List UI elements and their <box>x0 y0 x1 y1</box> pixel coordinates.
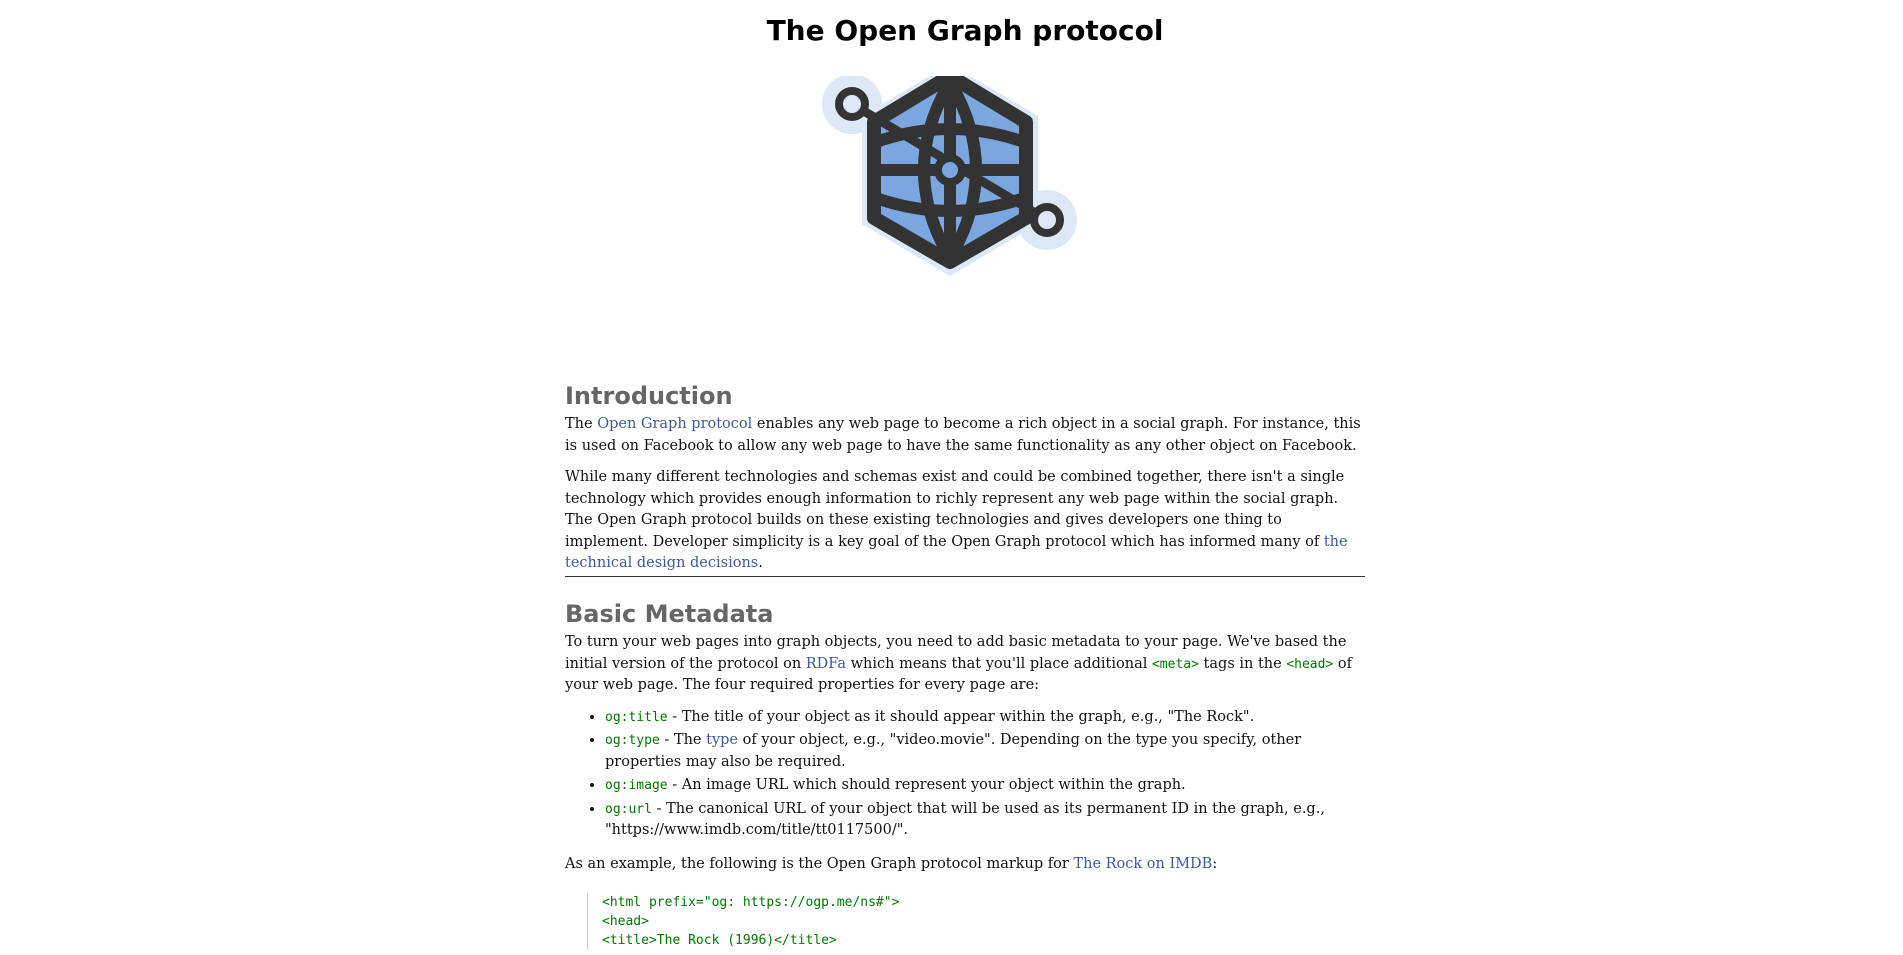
body-text: of your web page. The four required properties for every page are: <box>565 655 1352 693</box>
og-url-code: og:url <box>605 801 652 817</box>
og-image-code: og:image <box>605 778 668 793</box>
example-code-block <box>587 893 1365 950</box>
body-text: which means that you'll place additional <box>846 655 1152 672</box>
open-graph-protocol-link[interactable]: Open Graph protocol <box>597 416 753 432</box>
introduction-heading: Introduction <box>565 382 733 410</box>
intro-text: enables any web page to become a rich object in a social graph. For instance, this is used on Facebook to allow any web page to have the same functionality as any other object on Facebook. <box>565 416 1361 454</box>
page-title: The Open Graph protocol <box>766 14 1164 47</box>
intro-paragraph-2 <box>565 467 1365 575</box>
list-item <box>605 799 1365 842</box>
og-title-code: og:title <box>605 709 668 725</box>
intro-text: . <box>758 555 763 571</box>
intro-paragraph-1 <box>565 414 1365 457</box>
property-description: - The <box>659 732 707 748</box>
example-intro-paragraph <box>565 854 1365 876</box>
section-divider <box>565 576 1365 577</box>
body-text: : <box>1212 855 1218 872</box>
code-line: <title>The Rock (1996)</title> <box>602 933 837 948</box>
basic-metadata-heading: Basic Metadata <box>565 600 774 628</box>
the-rock-imdb-link[interactable]: The Rock on IMDB <box>1073 855 1213 872</box>
required-properties-list <box>565 707 1365 842</box>
meta-tag-code: <meta> <box>1151 656 1199 672</box>
code-line: <html prefix="og: https://ogp.me/ns#"> <box>602 895 900 910</box>
introduction-section <box>565 382 1365 585</box>
property-description: - An image URL which should represent your object within the graph. <box>667 777 1186 793</box>
basic-metadata-section <box>565 600 1365 950</box>
list-item <box>605 730 1365 773</box>
body-text: tags in the <box>1198 655 1287 672</box>
open-graph-logo-icon <box>794 76 1104 326</box>
intro-text: While many different technologies and schemas exist and could be combined together, there isn't a single technology which provides enough information to richly represent any web page within the social graph. The Open Graph protocol builds on these existing technologies and gives developers one thing to implement. Developer simplicity is a key goal of the Open Graph protocol which has informed many of <box>565 469 1345 550</box>
property-description: - The canonical URL of your object that will be used as its permanent ID in the graph, e.g., "https://www.imdb.com/title/tt0117500/". <box>605 800 1325 838</box>
head-tag-code: <head> <box>1286 656 1334 672</box>
technical-design-decisions-link[interactable]: the technical design decisions <box>565 533 1348 571</box>
basic-metadata-paragraph <box>565 632 1365 697</box>
property-description: of your object, e.g., "video.movie". Depending on the type you specify, other properties may also be required. <box>605 732 1302 770</box>
property-description: - The title of your object as it should appear within the graph, e.g., "The Rock". <box>667 708 1255 725</box>
list-item <box>605 707 1365 729</box>
code-line: <head> <box>602 914 649 929</box>
rdfa-link[interactable]: RDFa <box>805 655 847 672</box>
type-link[interactable]: type <box>706 732 739 748</box>
body-text: As an example, the following is the Open Graph protocol markup for <box>565 855 1074 872</box>
body-text: To turn your web pages into graph objects, you need to add basic metadata to your page. We've based the initial version of the protocol on <box>565 634 1347 672</box>
og-type-code: og:type <box>605 733 660 748</box>
intro-text: The <box>565 416 598 432</box>
list-item <box>605 775 1365 797</box>
